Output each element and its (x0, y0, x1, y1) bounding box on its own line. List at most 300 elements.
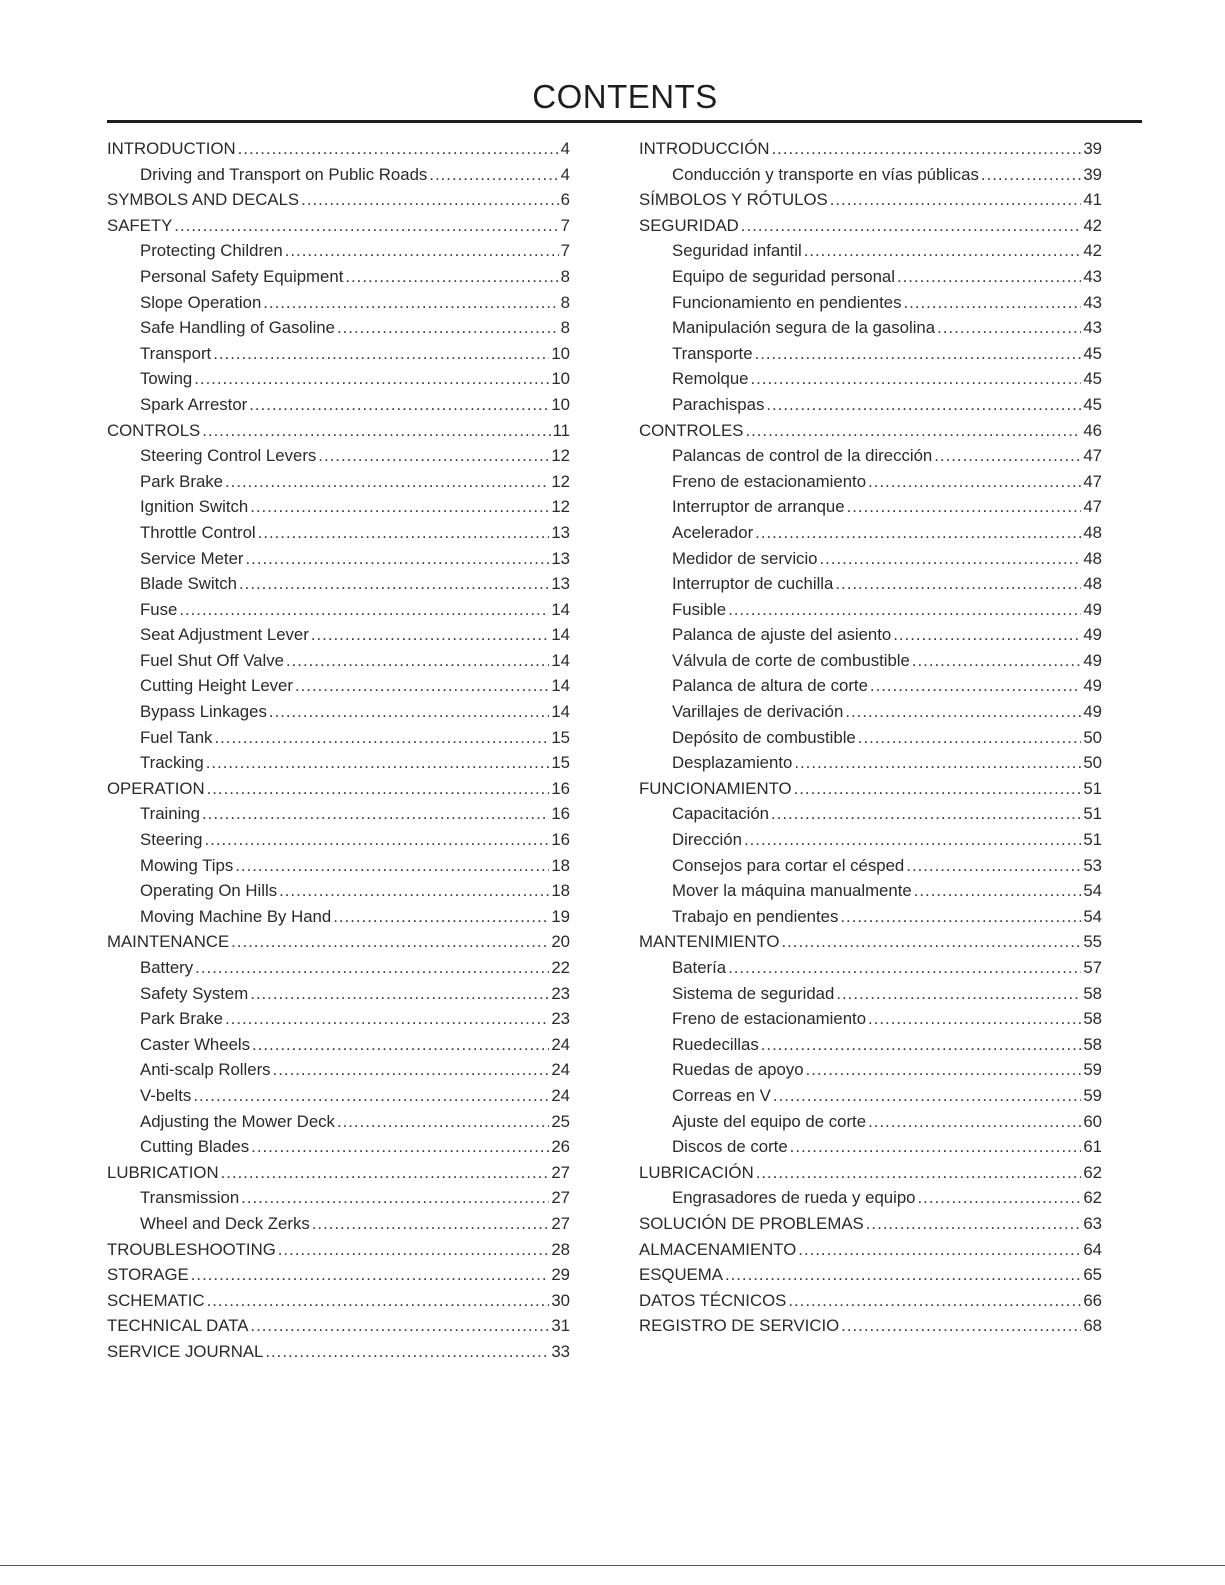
toc-entry-page-number: 4 (560, 164, 570, 184)
toc-entry-label: ESQUEMA (639, 1265, 723, 1285)
toc-entry (107, 1035, 570, 1061)
toc-entry (639, 549, 1102, 575)
dot-leader (934, 446, 1081, 466)
toc-entry-page-number: 27 (551, 1213, 570, 1233)
toc-entry-page-number: 30 (551, 1290, 570, 1310)
toc-entry (639, 216, 1102, 242)
toc-entry-label: Spark Arrestor (140, 394, 248, 414)
toc-entry (639, 856, 1102, 882)
toc-entry-label: Conducción y transporte en vías públicas (672, 164, 979, 184)
toc-entry-page-number: 49 (1083, 702, 1102, 722)
toc-entry-page-number: 49 (1083, 625, 1102, 645)
dot-leader (912, 651, 1081, 671)
toc-entry (639, 676, 1102, 702)
dot-leader (195, 958, 549, 978)
toc-entry (107, 1265, 570, 1291)
toc-entry-page-number: 43 (1083, 266, 1102, 286)
toc-entry-label: SYMBOLS AND DECALS (107, 190, 300, 210)
toc-entry-page-number: 47 (1083, 471, 1102, 491)
toc-entry-label: FUNCIONAMIENTO (639, 778, 792, 798)
dot-leader (225, 1009, 549, 1029)
toc-entry-label: MAINTENANCE (107, 932, 230, 952)
toc-entry-label: Freno de estacionamiento (672, 471, 867, 491)
toc-entry (639, 1112, 1102, 1138)
toc-entry-page-number: 48 (1083, 548, 1102, 568)
dot-leader (221, 1163, 550, 1183)
dot-leader (429, 165, 558, 185)
toc-entry-label: Engrasadores de rueda y equipo (672, 1188, 916, 1208)
toc-entry-page-number: 39 (1083, 139, 1102, 158)
toc-entry (639, 932, 1102, 958)
dot-leader (258, 523, 550, 543)
toc-entry (639, 1188, 1102, 1214)
dot-leader (820, 549, 1082, 569)
toc-entry-label: Dirección (672, 830, 742, 850)
toc-entry-page-number: 64 (1083, 1239, 1102, 1259)
toc-entry-label: Medidor de servicio (672, 548, 818, 568)
toc-entry-label: Anti-scalp Rollers (140, 1060, 271, 1080)
toc-entry-page-number: 51 (1083, 778, 1102, 798)
toc-entry-page-number: 48 (1083, 522, 1102, 542)
toc-entry-label: Tracking (140, 753, 204, 773)
toc-entry-label: Caster Wheels (140, 1034, 251, 1054)
toc-entry-page-number: 41 (1083, 190, 1102, 210)
toc-entry-page-number: 45 (1083, 394, 1102, 414)
toc-entry (107, 1240, 570, 1266)
toc-entry (107, 753, 570, 779)
toc-entry-page-number: 14 (551, 599, 570, 619)
toc-entry-page-number: 31 (551, 1316, 570, 1336)
toc-entry-page-number: 13 (551, 548, 570, 568)
toc-entry-label: STORAGE (107, 1265, 189, 1285)
toc-entry-label: Capacitación (672, 804, 770, 824)
toc-entry (639, 344, 1102, 370)
toc-entry (639, 1240, 1102, 1266)
toc-entry (107, 676, 570, 702)
toc-entry-page-number: 49 (1083, 599, 1102, 619)
dot-leader (745, 421, 1081, 441)
toc-entry-page-number: 22 (551, 958, 570, 977)
toc-entry (639, 728, 1102, 754)
toc-entry-page-number: 16 (551, 778, 570, 798)
toc-entry-page-number: 55 (1083, 932, 1102, 952)
toc-entry-page-number: 29 (551, 1265, 570, 1285)
toc-entry-page-number: 24 (551, 1085, 570, 1105)
toc-entry (639, 1086, 1102, 1112)
toc-entry-label: Batería (672, 958, 727, 977)
toc-entry-page-number: 4 (560, 139, 570, 158)
toc-entry (107, 1137, 570, 1163)
toc-entry (639, 241, 1102, 267)
dot-leader (893, 625, 1081, 645)
toc-entry-page-number: 25 (551, 1111, 570, 1131)
dot-leader (251, 1137, 549, 1157)
toc-entry-page-number: 58 (1083, 983, 1102, 1003)
toc-entry-page-number: 50 (1083, 727, 1102, 747)
toc-entry (639, 881, 1102, 907)
toc-entry-label: Consejos para cortar el césped (672, 855, 905, 875)
toc-entry (639, 165, 1102, 191)
toc-entry-label: Válvula de corte de combustible (672, 650, 910, 670)
toc-entry-page-number: 14 (551, 650, 570, 670)
toc-entry-label: Blade Switch (140, 574, 238, 594)
toc-entry (107, 932, 570, 958)
toc-entry-page-number: 47 (1083, 446, 1102, 466)
dot-leader (794, 779, 1082, 799)
toc-entry-page-number: 51 (1083, 830, 1102, 850)
toc-entry-page-number: 54 (1083, 906, 1102, 926)
dot-leader (981, 165, 1081, 185)
dot-leader (246, 549, 550, 569)
toc-entry (107, 625, 570, 651)
dot-leader (761, 1035, 1082, 1055)
toc-column-spanish (639, 139, 1102, 1342)
toc-entry-page-number: 7 (560, 215, 570, 235)
toc-entry (639, 293, 1102, 319)
toc-entry (107, 804, 570, 830)
toc-entry-page-number: 43 (1083, 292, 1102, 312)
toc-entry-label: Manipulación segura de la gasolina (672, 318, 936, 338)
dot-leader (238, 139, 559, 159)
toc-entry-label: Transport (140, 343, 212, 363)
toc-entry (107, 1214, 570, 1240)
toc-entry-page-number: 42 (1083, 215, 1102, 235)
toc-entry (107, 856, 570, 882)
toc-entry-page-number: 59 (1083, 1085, 1102, 1105)
toc-entry (107, 1316, 570, 1342)
dot-leader (866, 1214, 1082, 1234)
toc-entry-page-number: 14 (551, 702, 570, 722)
toc-entry-label: Throttle Control (140, 522, 256, 542)
toc-entry (107, 1112, 570, 1138)
toc-entry-page-number: 39 (1083, 164, 1102, 184)
toc-entry (107, 984, 570, 1010)
toc-entry-label: Mowing Tips (140, 855, 234, 875)
dot-leader (241, 1188, 549, 1208)
toc-entry-page-number: 47 (1083, 497, 1102, 517)
toc-entry-label: Adjusting the Mower Deck (140, 1111, 335, 1131)
page-bottom-edge (0, 1565, 1225, 1566)
toc-entry-label: Sistema de seguridad (672, 983, 835, 1003)
toc-entry (107, 600, 570, 626)
toc-entry (639, 369, 1102, 395)
dot-leader (250, 497, 549, 517)
toc-entry-page-number: 62 (1083, 1188, 1102, 1208)
toc-entry-page-number: 16 (551, 804, 570, 824)
toc-entry-page-number: 7 (560, 241, 570, 261)
dot-leader (249, 395, 549, 415)
toc-entry-label: Desplazamiento (672, 753, 793, 773)
toc-entry (639, 1060, 1102, 1086)
toc-entry-page-number: 23 (551, 983, 570, 1003)
toc-entry (107, 216, 570, 242)
toc-entry-page-number: 24 (551, 1060, 570, 1080)
dot-leader (312, 1214, 550, 1234)
dot-leader (239, 574, 549, 594)
toc-entry (639, 1163, 1102, 1189)
dot-leader (207, 1291, 550, 1311)
toc-entry (639, 318, 1102, 344)
toc-entry-page-number: 28 (551, 1239, 570, 1259)
toc-entry-page-number: 45 (1083, 369, 1102, 389)
dot-leader (286, 651, 549, 671)
toc-entry-label: Transporte (672, 343, 753, 363)
toc-entry-label: LUBRICACIÓN (639, 1162, 754, 1182)
dot-leader (840, 907, 1081, 927)
toc-entry (639, 830, 1102, 856)
toc-entry-page-number: 19 (551, 906, 570, 926)
toc-entry-page-number: 8 (560, 318, 570, 338)
toc-entry-page-number: 60 (1083, 1111, 1102, 1131)
toc-entry-page-number: 10 (551, 369, 570, 389)
dot-leader (318, 446, 549, 466)
toc-entry (107, 523, 570, 549)
toc-entry (107, 165, 570, 191)
toc-entry-label: SCHEMATIC (107, 1290, 205, 1310)
dot-leader (725, 1265, 1081, 1285)
dot-leader (278, 1240, 550, 1260)
toc-entry-page-number: 24 (551, 1034, 570, 1054)
dot-leader (918, 1188, 1082, 1208)
dot-leader (937, 318, 1081, 338)
dot-leader (250, 984, 549, 1004)
toc-entry-page-number: 26 (551, 1137, 570, 1157)
toc-entry-page-number: 15 (551, 727, 570, 747)
toc-entry-page-number: 59 (1083, 1060, 1102, 1080)
dot-leader (269, 702, 549, 722)
toc-entry-page-number: 43 (1083, 318, 1102, 338)
dot-leader (225, 472, 549, 492)
toc-entry-label: Personal Safety Equipment (140, 266, 344, 286)
toc-entry-label: Fusible (672, 599, 727, 619)
dot-leader (214, 728, 549, 748)
dot-leader (202, 804, 549, 824)
toc-entry-label: Safety System (140, 983, 249, 1003)
toc-entry-label: SAFETY (107, 215, 173, 235)
toc-entry-page-number: 12 (551, 446, 570, 466)
dot-leader (804, 241, 1082, 261)
dot-leader (250, 1316, 549, 1336)
toc-entry (107, 881, 570, 907)
toc-entry (107, 549, 570, 575)
toc-entry (107, 241, 570, 267)
toc-entry (107, 728, 570, 754)
dot-leader (295, 676, 549, 696)
dot-leader (790, 1137, 1082, 1157)
toc-entry-label: Towing (140, 369, 193, 389)
toc-entry-label: Palanca de altura de corte (672, 676, 868, 696)
toc-entry-label: Park Brake (140, 1009, 224, 1029)
toc-entry (639, 1009, 1102, 1035)
dot-leader (794, 753, 1081, 773)
toc-entry-page-number: 12 (551, 471, 570, 491)
toc-entry-page-number: 65 (1083, 1265, 1102, 1285)
dot-leader (202, 421, 550, 441)
toc-entry-label: Parachispas (672, 394, 765, 414)
dot-leader (333, 907, 549, 927)
toc-entry-label: Interruptor de cuchilla (672, 574, 834, 594)
dot-leader (174, 216, 558, 236)
toc-entry-label: Discos de corte (672, 1137, 788, 1157)
toc-entry (107, 702, 570, 728)
toc-entry-page-number: 33 (551, 1341, 570, 1361)
toc-entry-label: Transmission (140, 1188, 240, 1208)
toc-entry (107, 830, 570, 856)
toc-entry (107, 1060, 570, 1086)
toc-entry (107, 293, 570, 319)
toc-entry-page-number: 12 (551, 497, 570, 517)
toc-entry (639, 984, 1102, 1010)
toc-entry (639, 574, 1102, 600)
toc-entry (639, 395, 1102, 421)
toc-entry-label: MANTENIMIENTO (639, 932, 780, 952)
toc-entry-page-number: 27 (551, 1162, 570, 1182)
toc-entry (107, 395, 570, 421)
toc-entry (107, 344, 570, 370)
toc-entry-page-number: 62 (1083, 1162, 1102, 1182)
toc-entry (107, 446, 570, 472)
toc-entry (107, 472, 570, 498)
toc-entry-label: Safe Handling of Gasoline (140, 318, 335, 338)
toc-entry-page-number: 27 (551, 1188, 570, 1208)
toc-entry (639, 600, 1102, 626)
toc-entry (107, 907, 570, 933)
toc-entry-label: DATOS TÉCNICOS (639, 1290, 787, 1310)
toc-entry-label: Operating On Hills (140, 881, 278, 901)
toc-entry (107, 1188, 570, 1214)
toc-entry-label: Training (140, 804, 201, 824)
toc-entry (639, 446, 1102, 472)
toc-entry-page-number: 50 (1083, 753, 1102, 773)
toc-entry (107, 1291, 570, 1317)
toc-entry-label: Funcionamiento en pendientes (672, 292, 902, 312)
toc-entry-label: INTRODUCTION (107, 139, 236, 158)
toc-entry (639, 523, 1102, 549)
dot-leader (301, 190, 559, 210)
dot-leader (206, 753, 550, 773)
toc-entry-label: Bypass Linkages (140, 702, 267, 722)
dot-leader (830, 190, 1082, 210)
toc-entry (107, 1342, 570, 1368)
toc-entry-page-number: 49 (1083, 676, 1102, 696)
toc-entry (639, 1265, 1102, 1291)
toc-entry (107, 497, 570, 523)
toc-entry (639, 497, 1102, 523)
toc-entry-label: LUBRICATION (107, 1162, 219, 1182)
toc-entry-label: TECHNICAL DATA (107, 1316, 249, 1336)
dot-leader (755, 523, 1081, 543)
toc-entry-label: Palancas de control de la dirección (672, 446, 933, 466)
dot-leader (756, 1163, 1082, 1183)
dot-leader (781, 932, 1081, 952)
toc-entry-label: Depósito de combustible (672, 727, 856, 747)
toc-entry-label: Fuel Shut Off Valve (140, 650, 284, 670)
dot-leader (194, 369, 549, 389)
dot-leader (191, 1265, 550, 1285)
toc-entry (639, 753, 1102, 779)
toc-entry-label: OPERATION (107, 778, 205, 798)
dot-leader (906, 856, 1081, 876)
dot-leader (904, 293, 1082, 313)
toc-entry-page-number: 13 (551, 574, 570, 594)
toc-entry (639, 139, 1102, 165)
dot-leader (868, 472, 1081, 492)
toc-entry-label: Seat Adjustment Lever (140, 625, 309, 645)
toc-entry (107, 574, 570, 600)
dot-leader (868, 1009, 1081, 1029)
toc-entry-label: Fuel Tank (140, 727, 213, 747)
dot-leader (265, 1342, 549, 1362)
dot-leader (771, 804, 1081, 824)
toc-entry (107, 190, 570, 216)
toc-entry-page-number: 14 (551, 676, 570, 696)
dot-leader (231, 932, 549, 952)
toc-entry-label: INTRODUCCIÓN (639, 139, 770, 158)
dot-leader (179, 600, 549, 620)
toc-entry-label: Driving and Transport on Public Roads (140, 164, 428, 184)
dot-leader (751, 369, 1082, 389)
toc-entry-label: Palanca de ajuste del asiento (672, 625, 892, 645)
toc-entry-label: Seguridad infantil (672, 241, 802, 261)
toc-entry-page-number: 49 (1083, 650, 1102, 670)
dot-leader (772, 139, 1082, 159)
dot-leader (766, 395, 1081, 415)
toc-entry-page-number: 6 (560, 190, 570, 210)
toc-entry-page-number: 11 (552, 420, 570, 440)
toc-entry-label: SOLUCIÓN DE PROBLEMAS (639, 1213, 864, 1233)
toc-entry-page-number: 66 (1083, 1290, 1102, 1310)
toc-entry (107, 1086, 570, 1112)
toc-entry-label: Equipo de seguridad personal (672, 266, 895, 286)
dot-leader (897, 267, 1081, 287)
toc-entry-label: Cutting Height Lever (140, 676, 293, 696)
toc-entry-page-number: 8 (560, 266, 570, 286)
toc-entry-page-number: 15 (551, 753, 570, 773)
page-title: CONTENTS (532, 78, 718, 115)
toc-entry-label: Battery (140, 958, 194, 977)
toc-entry-page-number: 42 (1083, 241, 1102, 261)
toc-entry-page-number: 18 (551, 855, 570, 875)
dot-leader (773, 1086, 1081, 1106)
toc-entry-label: ALMACENAMIENTO (639, 1239, 797, 1259)
toc-entry-label: Varillajes de derivación (672, 702, 844, 722)
dot-leader (744, 830, 1081, 850)
dot-leader (741, 216, 1082, 236)
dot-leader (728, 600, 1081, 620)
toc-entry-label: Fuse (140, 599, 178, 619)
dot-leader (841, 1316, 1081, 1336)
title-divider (107, 120, 1142, 123)
toc-entry-label: Steering Control Levers (140, 446, 317, 466)
toc-entry (639, 421, 1102, 447)
toc-entry (639, 1316, 1102, 1342)
dot-leader (345, 267, 558, 287)
toc-entry (639, 804, 1102, 830)
dot-leader (263, 293, 558, 313)
dot-leader (205, 830, 550, 850)
toc-entry-page-number: 13 (551, 522, 570, 542)
toc-entry-label: Ajuste del equipo de corte (672, 1111, 867, 1131)
dot-leader (798, 1240, 1081, 1260)
toc-entry-page-number: 58 (1083, 1009, 1102, 1029)
toc-entry (107, 958, 570, 984)
toc-entry (639, 1035, 1102, 1061)
toc-entry-label: Park Brake (140, 471, 224, 491)
toc-entry (639, 702, 1102, 728)
toc-entry-page-number: 16 (551, 830, 570, 850)
toc-entry-page-number: 20 (551, 932, 570, 952)
toc-entry-label: SERVICE JOURNAL (107, 1341, 264, 1361)
